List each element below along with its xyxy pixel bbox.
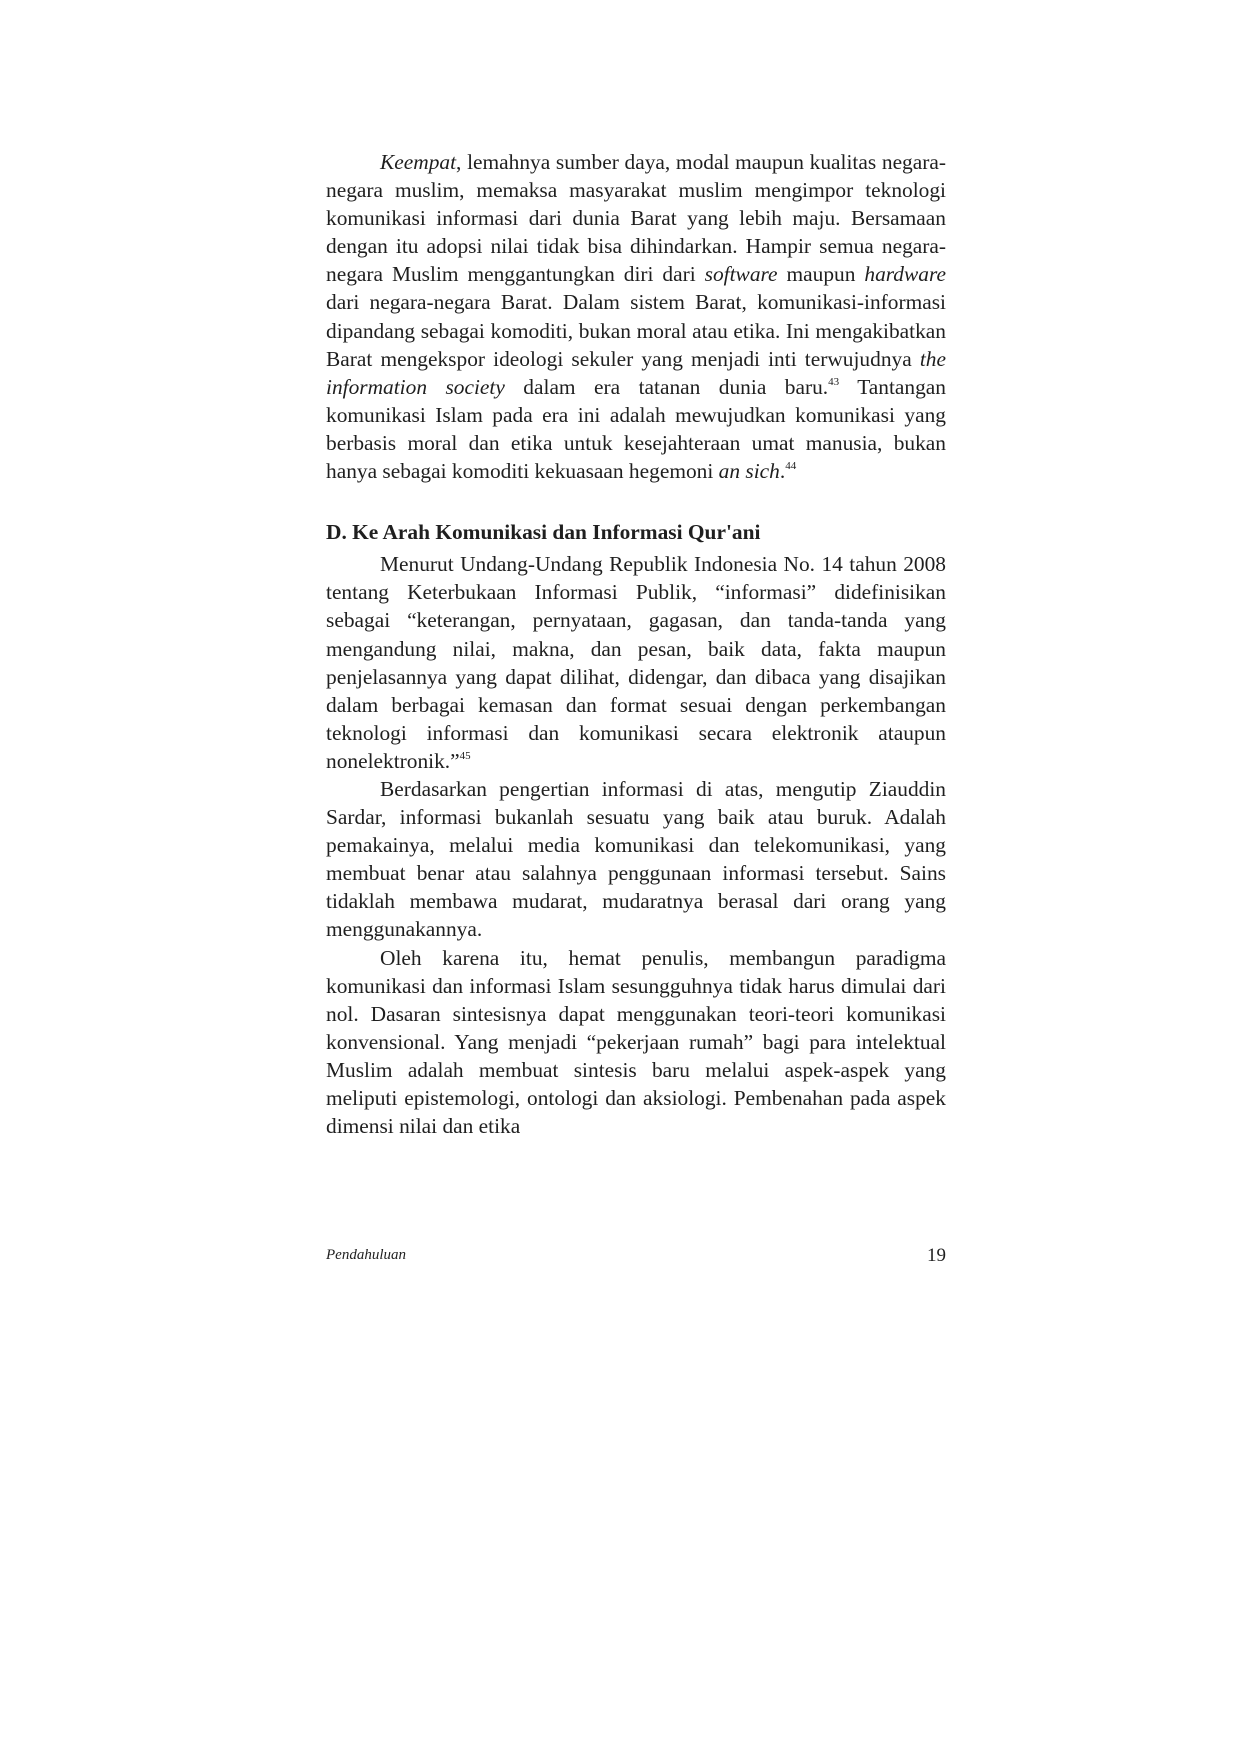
term-an-sich: an sich <box>718 459 780 484</box>
paragraph-oleh-karena-itu <box>326 944 946 1141</box>
paragraph-text: Berdasarkan pengertian informasi di atas, mengutip Ziauddin Sardar, informasi bukanlah sesuatu yang baik atau buruk. Adalah pemakainya, melalui media komunikasi dan telekomunikasi, yang membuat benar atau salahnya penggunaan informasi tersebut. Sains tidaklah membawa mudarat, mudaratnya berasal dari orang yang menggunakannya. <box>326 776 946 942</box>
footer-page-number: 19 <box>927 1245 946 1266</box>
term-software: software <box>704 262 778 287</box>
footer-chapter-title: Pendahuluan <box>326 1247 406 1263</box>
section-heading: D. Ke Arah Komunikasi dan Informasi Qur'ani <box>326 520 761 545</box>
paragraph-text: Oleh karena itu, hemat penulis, membangun paradigma komunikasi dan informasi Islam sesungguhnya tidak harus dimulai dari nol. Dasaran sintesisnya dapat menggunakan teori-teori komunikasi konvensional. Yang menjadi “pekerjaan rumah” bagi para intelektual Muslim adalah membuat sintesis baru melalui aspek-aspek yang meliputi epistemologi, ontologi dan aksiologi. Pembenahan pada aspek dimensi nilai dan etika <box>326 945 946 1139</box>
footnote-marker-44[interactable]: 44 <box>785 460 797 473</box>
page-footer <box>326 1247 946 1273</box>
paragraph-text: maupun <box>777 262 865 287</box>
lead-word: Keempat <box>380 150 457 174</box>
footnote-marker-45[interactable]: 45 <box>459 749 471 762</box>
term-information-society: the information society <box>326 346 946 399</box>
paragraph-text: dari negara-negara Barat. Dalam sistem Barat, komunikasi-informasi dipandang sebagai komoditi, bukan moral atau etika. Ini mengakibatkan Barat mengekspor ideologi sekuler yang menjadi inti terwujudnya <box>326 290 946 371</box>
paragraph-undang-undang <box>326 550 946 775</box>
footnote-marker-43[interactable]: 43 <box>828 375 840 388</box>
page-body <box>326 148 946 1140</box>
paragraph-text: . <box>779 459 786 484</box>
paragraph-text: Tantangan komunikasi Islam pada era ini adalah mewujudkan komunikasi yang berbasis moral dan etika untuk kesejahteraan umat manusia, bukan hanya sebagai komoditi kekuasaan hegemoni <box>326 374 946 484</box>
paragraph-text: dalam era tatanan dunia baru. <box>504 374 829 399</box>
term-hardware: hardware <box>864 262 946 287</box>
paragraph-berdasarkan <box>326 775 946 944</box>
paragraph-text: , lemahnya sumber daya, modal maupun kualitas negara-negara muslim, memaksa masyarakat muslim mengimpor teknologi komunikasi informasi dari dunia Barat yang lebih maju. Bersamaan dengan itu adopsi nilai tidak bisa dihindarkan. Hampir semua negara-negara Muslim menggantungkan diri dari <box>326 150 946 287</box>
paragraph-text: Menurut Undang-Undang Republik Indonesia No. 14 tahun 2008 tentang Keterbukaan Informasi Publik, “informasi” didefinisikan sebagai “keterangan, pernyataan, gagasan, dan tanda-tanda yang mengandung nilai, makna, dan pesan, baik data, fakta maupun penjelasannya yang dapat dilihat, didengar, dan dibaca yang disajikan dalam berbagai kemasan dan format sesuai dengan perkembangan teknologi informasi dan komunikasi secara elektronik ataupun nonelektronik.” <box>326 552 946 773</box>
paragraph-keempat <box>326 148 946 485</box>
